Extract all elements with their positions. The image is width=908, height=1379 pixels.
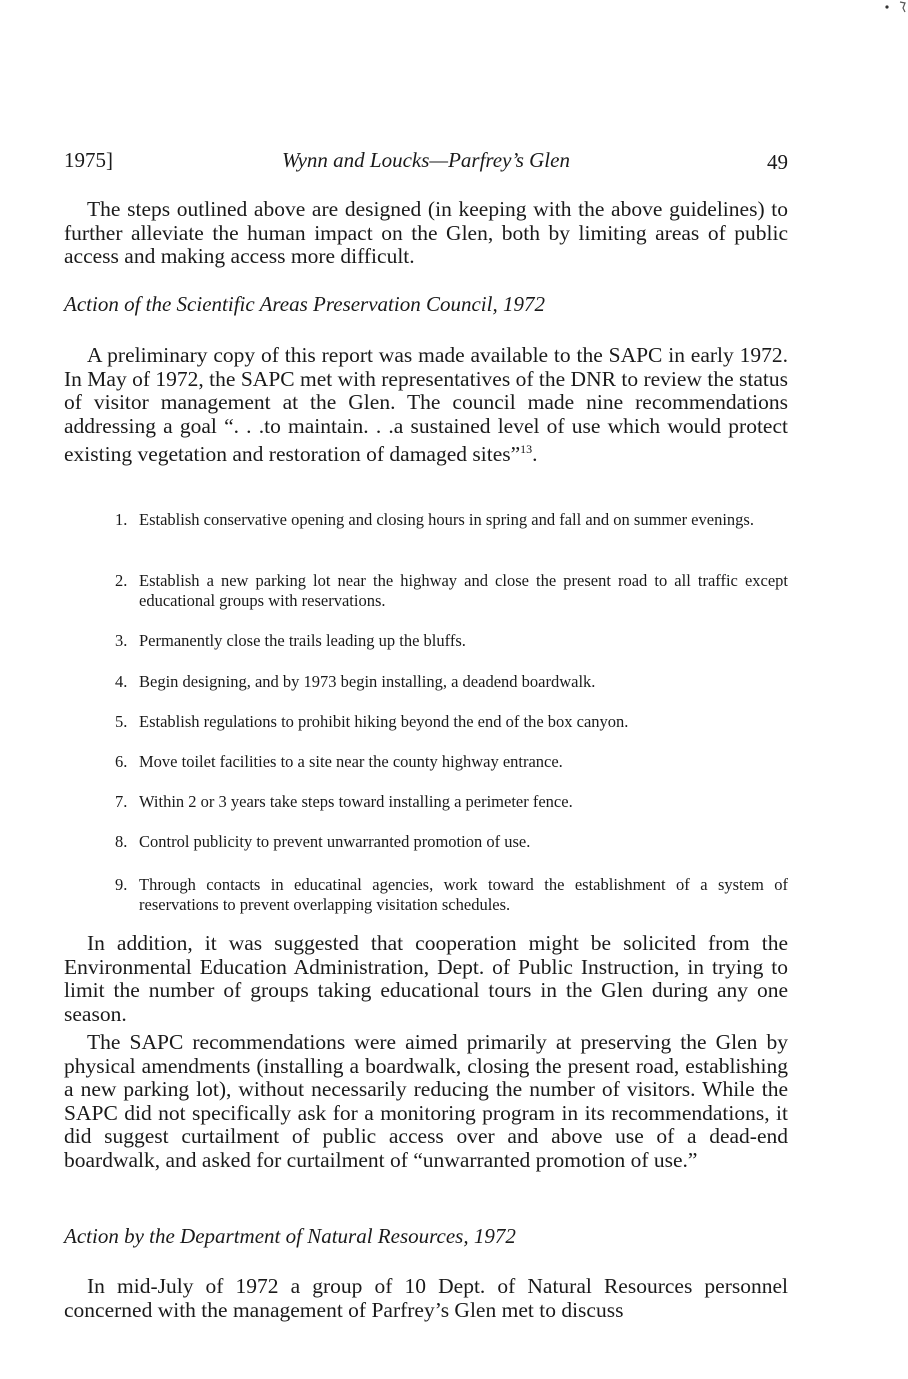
recommendation-text: Within 2 or 3 years take steps toward installing a perimeter fence. [139, 792, 573, 811]
paragraph-mid-july: In mid-July of 1972 a group of 10 Dept. of Natural Resources personnel concerned with the management of Parfrey’s Glen met to discuss [64, 1274, 788, 1322]
recommendation-number: 4. [115, 672, 128, 691]
recommendation-text: Control publicity to prevent unwarranted promotion of use. [139, 832, 531, 851]
paragraph-preliminary-copy-end: . [532, 442, 538, 467]
recommendation-item [115, 712, 788, 732]
recommendation-item [115, 510, 788, 530]
recommendation-number: 8. [115, 832, 128, 851]
recommendation-number: 6. [115, 752, 128, 771]
recommendation-text: Permanently close the trails leading up the bluffs. [139, 631, 466, 650]
recommendation-number: 3. [115, 631, 128, 650]
recommendation-item [115, 672, 788, 692]
recommendation-number: 5. [115, 712, 128, 731]
recommendation-text: Establish a new parking lot near the highway and close the present road to all traffic except educational groups with reservations. [139, 571, 788, 610]
recommendation-item [115, 875, 788, 915]
section-heading-dnr: Action by the Department of Natural Resources, 1972 [64, 1224, 516, 1248]
recommendation-item [115, 571, 788, 611]
recommendation-text: Move toilet facilities to a site near the county highway entrance. [139, 752, 563, 771]
running-header [64, 146, 788, 174]
paragraph-preliminary-copy-text: A preliminary copy of this report was made available to the SAPC in early 1972. In May of 1972, the SAPC met with representatives of the DNR to review the status of visitor management at the Glen. The council made nine recommendations addressing a goal “. . .to maintain. . .a sustained level of use which would protect existing vegetation and restoration of damaged sites” [64, 343, 788, 467]
paragraph-preliminary-copy [64, 344, 788, 467]
recommendation-item [115, 832, 788, 852]
page-number: 49 [767, 150, 788, 174]
section-heading-sapc: Action of the Scientific Areas Preservation Council, 1972 [64, 292, 545, 316]
recommendation-number: 1. [115, 510, 128, 529]
recommendation-item [115, 631, 788, 651]
recommendation-number: 9. [115, 875, 128, 894]
recommendation-number: 2. [115, 571, 128, 590]
recommendation-number: 7. [115, 792, 128, 811]
header-year: 1975] [64, 148, 113, 172]
header-running-title: Wynn and Loucks—Parfrey’s Glen [282, 148, 570, 172]
paragraph-sapc-recommendations: The SAPC recommendations were aimed primarily at preserving the Glen by physical amendments (installing a boardwalk, closing the present road, establishing a new parking lot), without necessarily reducing the number of visitors. While the SAPC did not specifically ask for a monitoring program in its recommendations, it did suggest curtailment of public access over and above use of a dead-end boardwalk, and asked for curtailment of “unwarranted promotion of use.” [64, 1030, 788, 1172]
recommendation-text: Begin designing, and by 1973 begin installing, a deadend boardwalk. [139, 672, 596, 691]
recommendation-item [115, 752, 788, 772]
recommendation-text: Through contacts in educatinal agencies, work toward the establishment of a system of reservations to prevent overlapping visitation schedules. [139, 875, 788, 914]
footnote-ref: 13 [520, 442, 533, 457]
paragraph-steps-outlined: The steps outlined above are designed (in keeping with the above guidelines) to further alleviate the human impact on the Glen, both by limiting areas of public access and making access more difficult. [64, 197, 788, 269]
scan-speck-mark [878, 0, 908, 14]
recommendation-item [115, 792, 788, 812]
paragraph-in-addition: In addition, it was suggested that cooperation might be solicited from the Environmental Education Administration, Dept. of Public Instruction, in trying to limit the number of groups taking educational tours in the Glen during any one season. [64, 931, 788, 1026]
recommendation-text: Establish conservative opening and closing hours in spring and fall and on summer evenings. [139, 510, 754, 529]
recommendation-text: Establish regulations to prohibit hiking beyond the end of the box canyon. [139, 712, 629, 731]
